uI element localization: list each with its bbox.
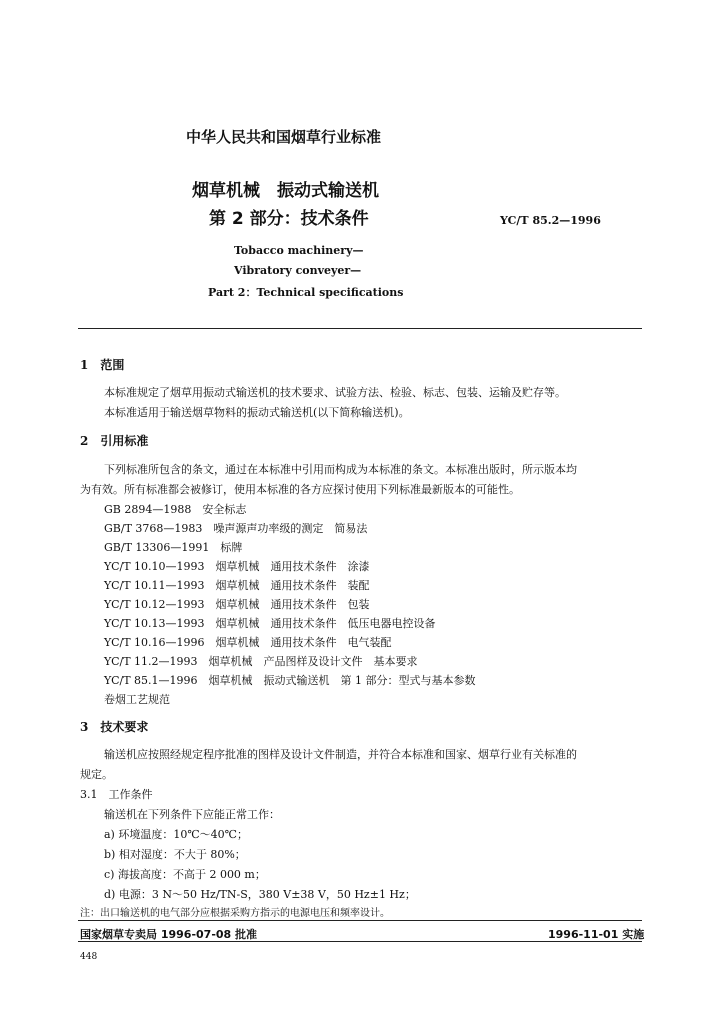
doc-title-line1: 烟草机械 振动式输送机 xyxy=(192,181,379,201)
footer-bottom-divider xyxy=(78,941,642,942)
doc-title-line2: 第 2 部分：技术条件 xyxy=(209,209,369,229)
english-title-line3: Part 2：Technical specifications xyxy=(208,286,404,299)
section-1-paragraph: 本标准适用于输送烟草物料的振动式输送机(以下简称输送机)。 xyxy=(104,406,410,419)
reference-item: YC/T 11.2—1993 烟草机械 产品图样及设计文件 基本要求 xyxy=(104,655,418,668)
implementation-date: 1996-11-01 实施 xyxy=(548,928,645,941)
condition-item: b) 相对湿度：不大于 80%； xyxy=(104,848,246,861)
subsection-3-1-heading: 3.1 工作条件 xyxy=(80,788,153,801)
standard-number: YC/T 85.2—1996 xyxy=(500,214,601,227)
reference-item: YC/T 85.1—1996 烟草机械 振动式输送机 第 1 部分：型式与基本参数 xyxy=(104,674,476,687)
header-divider xyxy=(78,328,642,329)
subsection-3-1-intro: 输送机在下列条件下应能正常工作： xyxy=(104,808,280,821)
reference-item: GB 2894—1988 安全标志 xyxy=(104,503,247,516)
org-title: 中华人民共和国烟草行业标准 xyxy=(186,128,382,146)
reference-item: YC/T 10.11—1993 烟草机械 通用技术条件 装配 xyxy=(104,579,370,592)
reference-item: YC/T 10.10—1993 烟草机械 通用技术条件 涂漆 xyxy=(104,560,370,573)
condition-item: a) 环境温度：10℃～40℃； xyxy=(104,828,248,841)
section-2-intro: 下列标准所包含的条文，通过在本标准中引用而构成为本标准的条文。本标准出版时，所示版本均 xyxy=(104,463,577,476)
page-number: 448 xyxy=(80,952,98,962)
section-2-intro: 为有效。所有标准都会被修订，使用本标准的各方应探讨使用下列标准最新版本的可能性。 xyxy=(80,483,520,496)
condition-item: d) 电源：3 N～50 Hz/TN-S，380 V±38 V，50 Hz±1 Hz； xyxy=(104,888,416,901)
reference-item: GB/T 3768—1983 噪声源声功率级的测定 简易法 xyxy=(104,522,368,535)
reference-item: GB/T 13306—1991 标牌 xyxy=(104,541,243,554)
english-title-line1: Tobacco machinery— xyxy=(234,244,364,257)
condition-item: c) 海拔高度：不高于 2 000 m； xyxy=(104,868,266,881)
reference-item: 卷烟工艺规范 xyxy=(104,693,170,706)
section-3-intro: 规定。 xyxy=(80,768,113,781)
note: 注：出口输送机的电气部分应根据采购方指示的电源电压和频率设计。 xyxy=(80,908,390,919)
section-1-paragraph: 本标准规定了烟草用振动式输送机的技术要求、试验方法、检验、标志、包装、运输及贮存等。 xyxy=(104,386,566,399)
footer-divider xyxy=(78,920,642,921)
reference-item: YC/T 10.16—1996 烟草机械 通用技术条件 电气装配 xyxy=(104,636,392,649)
section-3-heading: 3 技术要求 xyxy=(80,720,149,734)
reference-item: YC/T 10.13—1993 烟草机械 通用技术条件 低压电器电控设备 xyxy=(104,617,436,630)
section-1-heading: 1 范围 xyxy=(80,358,125,372)
section-3-intro: 输送机应按照经规定程序批准的图样及设计文件制造，并符合本标准和国家、烟草行业有关标准的 xyxy=(104,748,577,761)
approval-date: 国家烟草专卖局 1996-07-08 批准 xyxy=(80,928,258,941)
section-2-heading: 2 引用标准 xyxy=(80,434,149,448)
english-title-line2: Vibratory conveyer— xyxy=(234,264,362,277)
reference-item: YC/T 10.12—1993 烟草机械 通用技术条件 包装 xyxy=(104,598,370,611)
